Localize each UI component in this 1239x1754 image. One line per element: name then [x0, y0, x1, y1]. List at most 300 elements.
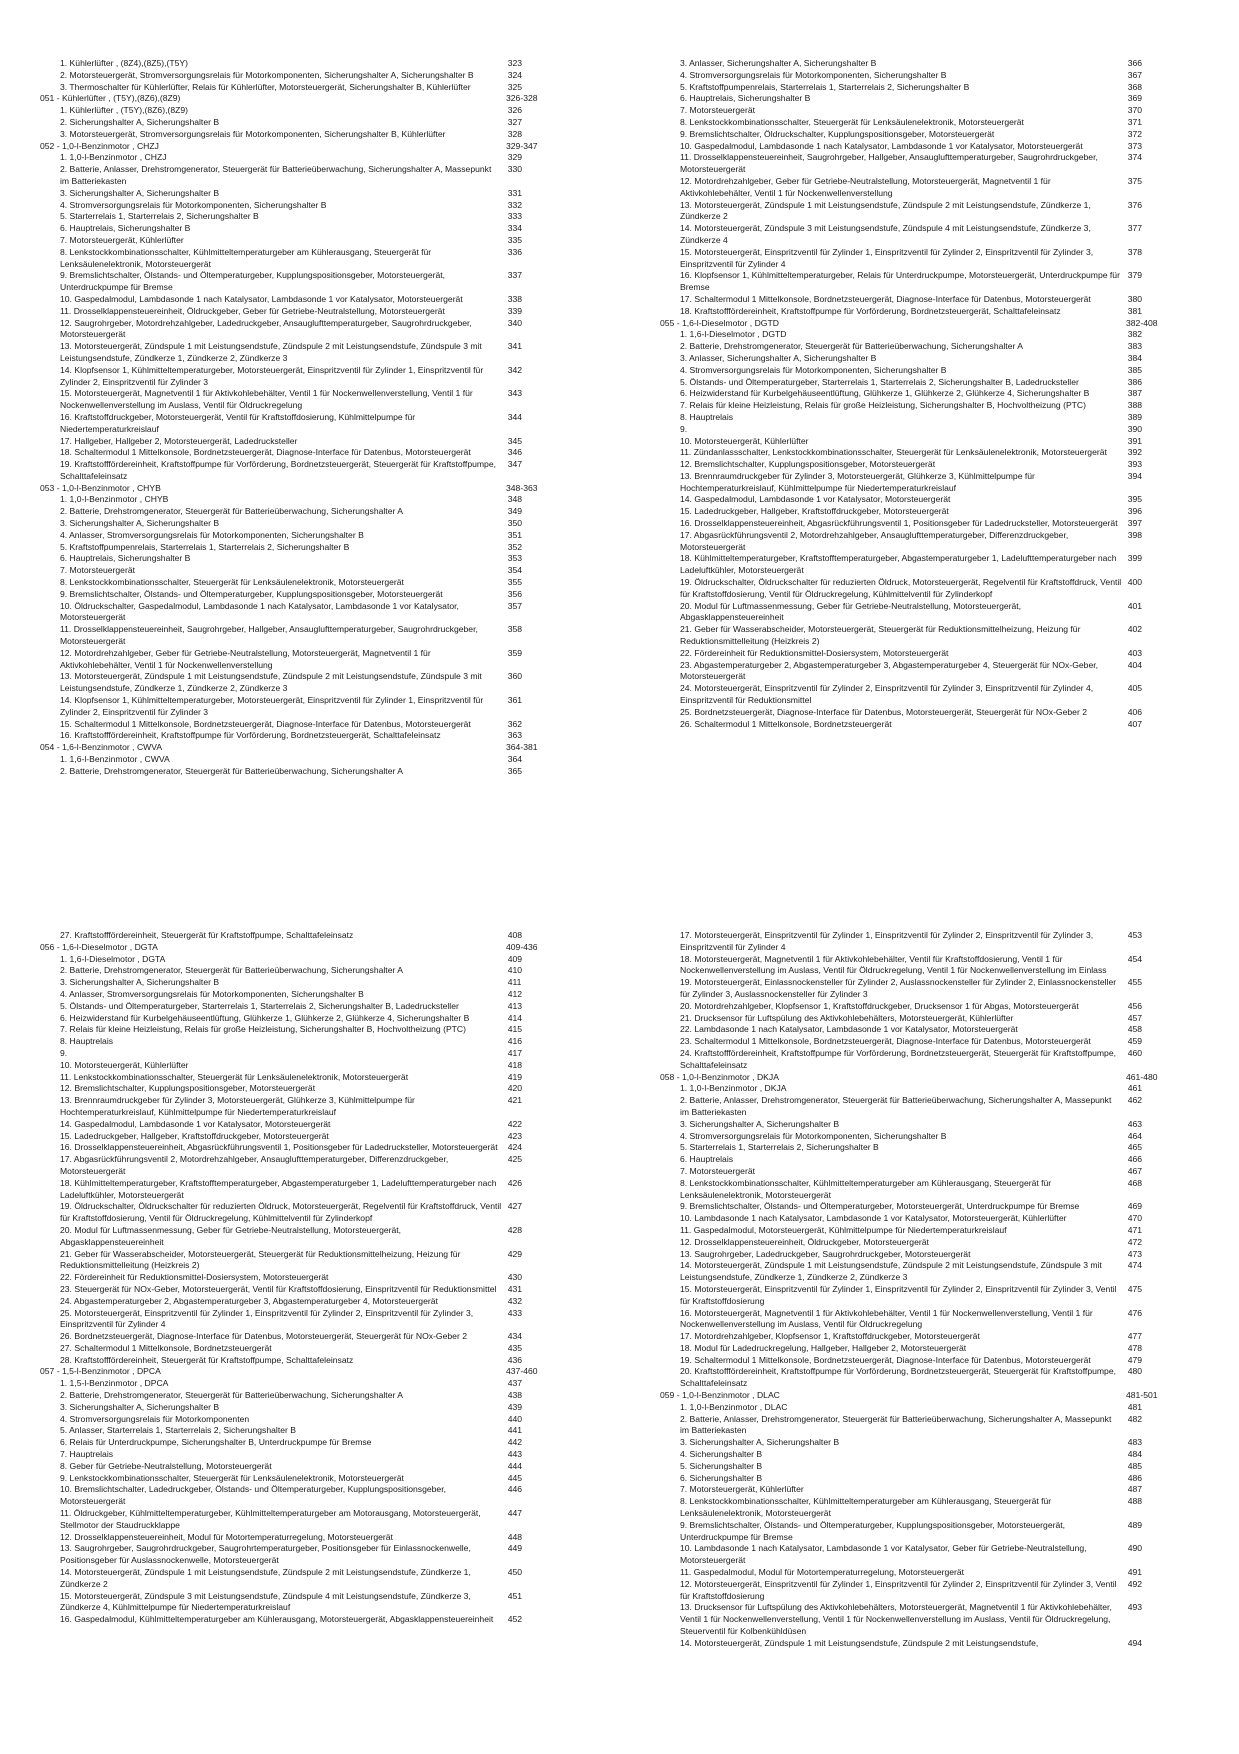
- toc-entry-text: 059 - 1,0-l-Benzinmotor , DLAC: [660, 1390, 780, 1401]
- toc-entry-row: [660, 660, 1170, 684]
- toc-entry-row: [660, 1201, 1170, 1213]
- toc-entry-row: [40, 1296, 550, 1308]
- toc-page-number: 374: [1127, 152, 1143, 163]
- toc-page-number: 444: [507, 1460, 523, 1471]
- toc-page-number: 367: [1127, 69, 1143, 80]
- toc-entry-row: [40, 200, 550, 212]
- toc-section-row: [660, 318, 1170, 330]
- toc-page-number: 386: [1127, 376, 1143, 387]
- toc-entry-text: 12. Bremslichtschalter, Kupplungspositionsgeber, Motorsteuergerät: [60, 1083, 316, 1094]
- toc-entry-text: 1. 1,5-l-Benzinmotor , DPCA: [60, 1378, 169, 1389]
- toc-page-number: 382: [1127, 329, 1143, 340]
- toc-entry-row: [40, 223, 550, 235]
- toc-entry-text: 18. Kraftstofffördereinheit, Kraftstoffpumpe für Vorförderung, Bordnetzsteuergerät, Schalttafeleinsatz: [680, 305, 1061, 316]
- toc-entry-row: [660, 1579, 1170, 1603]
- toc-page-number: 474: [1127, 1260, 1143, 1271]
- toc-entry-text: 12. Motorsteuergerät, Einspritzventil für Zylinder 1, Einspritzventil für Zylinder 2, Einspritzventil für Zylinder 3, Ventil für Kraftstoffdosierung: [680, 1578, 1117, 1601]
- toc-page-number: 354: [507, 565, 523, 576]
- toc-page-number: 434: [507, 1331, 523, 1342]
- toc-entry-row: [40, 294, 550, 306]
- toc-page-number: 409: [507, 953, 523, 964]
- toc-page-number: 438: [507, 1390, 523, 1401]
- toc-entry-row: [660, 494, 1170, 506]
- toc-entry-text: 13. Motorsteuergerät, Zündspule 1 mit Leistungsendstufe, Zündspule 2 mit Leistungsendstufe, Zündspule 3 mit Leistungsendstufe, Zündkerze 1, Zündkerze 2, Zündkerze 3: [60, 341, 482, 363]
- toc-page-number: 406: [1127, 706, 1143, 717]
- toc-entry-row: [660, 1119, 1170, 1131]
- top-right-list: [660, 58, 1170, 730]
- toc-entry-row: [660, 306, 1170, 318]
- toc-entry-text: 8. Geber für Getriebe-Neutralstellung, Motorsteuergerät: [60, 1460, 272, 1471]
- toc-page-number: 455: [1127, 977, 1143, 988]
- toc-page-number: 326: [507, 105, 523, 116]
- toc-entry-row: [660, 1001, 1170, 1013]
- toc-entry-row: [40, 1119, 550, 1131]
- toc-page-number: 419: [507, 1071, 523, 1082]
- toc-page-number: 404: [1127, 659, 1143, 670]
- toc-entry-text: 4. Stromversorgungsrelais für Motorkomponenten, Sicherungshalter B: [680, 1130, 947, 1141]
- toc-page-number: 399: [1127, 553, 1143, 564]
- toc-entry-text: 7. Motorsteuergerät: [680, 1165, 755, 1176]
- toc-entry-text: 1. Kühlerlüfter , (T5Y),(8Z6),(8Z9): [60, 105, 188, 116]
- toc-page-number: 460: [1127, 1047, 1143, 1058]
- toc-entry-row: [660, 601, 1170, 625]
- toc-entry-text: 16. Kraftstoffdruckgeber, Motorsteuergerät, Ventil für Kraftstoffdosierung, Kühlmittelpumpe für Niedertemperaturkreislauf: [60, 411, 416, 434]
- toc-entry-text: 4. Stromversorgungsrelais für Motorkomponenten, Sicherungshalter B: [680, 364, 947, 375]
- toc-entry-row: [40, 1036, 550, 1048]
- toc-page-number: 370: [1127, 105, 1143, 116]
- toc-entry-text: 13. Brennraumdruckgeber für Zylinder 3, Motorsteuergerät, Glühkerze 3, Kühlmittelpumpe für Hochtemperaturkreislauf, Kühlmittelpumpe für Niedertemperaturkreislauf: [60, 1095, 415, 1117]
- toc-page-number: 369: [1127, 93, 1143, 104]
- toc-page-number: 470: [1127, 1213, 1143, 1224]
- toc-entry-row: [660, 1402, 1170, 1414]
- toc-page-number: 385: [1127, 364, 1143, 375]
- toc-entry-row: [40, 648, 550, 672]
- toc-entry-row: [660, 1343, 1170, 1355]
- toc-entry-text: 3. Sicherungshalter A, Sicherungshalter B: [60, 1401, 220, 1412]
- toc-page-number: 484: [1127, 1449, 1143, 1460]
- toc-entry-text: 18. Modul für Ladedruckregelung, Hallgeber, Hallgeber 2, Motorsteuergerät: [680, 1342, 967, 1353]
- toc-entry-text: 2. Batterie, Drehstromgenerator, Steuergerät für Batterieüberwachung, Sicherungshalter A: [60, 1390, 403, 1401]
- toc-page-number: 405: [1127, 683, 1143, 694]
- toc-entry-text: 7. Relais für kleine Heizleistung, Relais für große Heizleistung, Sicherungshalter B, Hochvoltheizung (PTC): [60, 1024, 467, 1035]
- toc-entry-text: 24. Motorsteuergerät, Einspritzventil für Zylinder 2, Einspritzventil für Zylinder 3, Einspritzventil für Zylinder 4, Einspritzventil für Reduktionsmittel: [680, 683, 1094, 706]
- toc-entry-row: [40, 1072, 550, 1084]
- toc-page-number: 486: [1127, 1472, 1143, 1483]
- toc-entry-text: 23. Schaltermodul 1 Mittelkonsole, Bordnetzsteuergerät, Diagnose-Interface für Datenbus, Motorsteuergerät: [680, 1036, 1091, 1047]
- toc-entry-text: 18. Kühlmitteltemperaturgeber, Kraftstofftemperaturgeber, Abgastemperaturgeber 1, Ladelufttemperaturgeber nach Ladeluftkühler, Motorsteuergerät: [680, 553, 1117, 576]
- toc-page-number: 368: [1127, 81, 1143, 92]
- toc-entry-row: [40, 117, 550, 129]
- toc-entry-text: 5. Ölstands- und Öltemperaturgeber, Starterrelais 1, Starterrelais 2, Sicherungshalter B, Ladedrucksteller: [60, 1000, 459, 1011]
- toc-page-number: 378: [1127, 246, 1143, 257]
- toc-entry-row: [40, 518, 550, 530]
- toc-entry-text: 9. Bremslichtschalter, Öldruckschalter, Kupplungspositionsgeber, Motorsteuergerät: [680, 128, 995, 139]
- toc-entry-text: 2. Batterie, Drehstromgenerator, Steuergerät für Batterieüberwachung, Sicherungshalter A: [60, 506, 403, 517]
- toc-page-number: 435: [507, 1342, 523, 1353]
- toc-page-number: 402: [1127, 624, 1143, 635]
- toc-page-number: 338: [507, 293, 523, 304]
- toc-entry-text: 18. Schaltermodul 1 Mittelkonsole, Bordnetzsteuergerät, Diagnose-Interface für Datenbus, Motorsteuergerät: [60, 447, 471, 458]
- toc-page-number: 348: [507, 494, 523, 505]
- toc-entry-row: [40, 542, 550, 554]
- toc-page-number: 388: [1127, 400, 1143, 411]
- toc-entry-text: 6. Sicherungshalter B: [680, 1472, 763, 1483]
- toc-entry-row: [40, 624, 550, 648]
- toc-entry-text: 6. Relais für Unterdruckpumpe, Sicherungshalter B, Unterdruckpumpe für Bremse: [60, 1437, 372, 1448]
- toc-entry-text: 17. Motorsteuergerät, Einspritzventil für Zylinder 1, Einspritzventil für Zylinder 2, Einspritzventil für Zylinder 3, Einspritzventil für Zylinder 4: [680, 930, 1094, 952]
- toc-entry-row: [660, 1178, 1170, 1202]
- toc-entry-row: [660, 1437, 1170, 1449]
- toc-page-number: 417: [507, 1047, 523, 1058]
- toc-entry-text: 19. Kraftstofffördereinheit, Kraftstoffpumpe für Vorförderung, Bordnetzsteuergerät, Steuergerät für Kraftstoffpumpe, Schalttafeleinsatz: [60, 459, 496, 481]
- toc-page-number: 467: [1127, 1165, 1143, 1176]
- toc-page-number: 437-460: [506, 1366, 538, 1377]
- toc-entry-text: 5. Ölstands- und Öltemperaturgeber, Starterrelais 1, Starterrelais 2, Sicherungshalter B, Ladedrucksteller: [680, 376, 1079, 387]
- toc-page-number: 492: [1127, 1578, 1143, 1589]
- toc-page-number: 365: [507, 765, 523, 776]
- toc-entry-row: [40, 1508, 550, 1532]
- toc-entry-row: [40, 506, 550, 518]
- toc-entry-text: 22. Fördereinheit für Reduktionsmittel-Dosiersystem, Motorsteuergerät: [680, 647, 949, 658]
- toc-page-number: 427: [507, 1201, 523, 1212]
- toc-entry-text: 16. Drosselklappensteuereinheit, Abgasrückführungsventil 1, Positionsgeber für Ladedrucksteller, Motorsteuergerät: [680, 518, 1118, 529]
- toc-entry-row: [40, 1543, 550, 1567]
- toc-entry-text: 12. Motordrehzahlgeber, Geber für Getriebe-Neutralstellung, Motorsteuergerät, Magnetventil 1 für Aktivkohlebehälter, Ventil 1 für Nockenwellenverstellung: [680, 175, 1051, 198]
- toc-entry-row: [40, 1437, 550, 1449]
- toc-entry-row: [660, 1036, 1170, 1048]
- toc-section-row: [660, 1072, 1170, 1084]
- toc-page-number: 328: [507, 128, 523, 139]
- toc-entry-text: 16. Motorsteuergerät, Magnetventil 1 für Aktivkohlebehälter, Ventil 1 für Nockenwellenverstellung, Ventil 1 für Nockenwellenverstellung im Auslass, Ventil für Öldruckregelung: [680, 1307, 1093, 1330]
- toc-entry-row: [40, 412, 550, 436]
- toc-entry-text: 1. 1,0-l-Benzinmotor , DLAC: [680, 1401, 788, 1412]
- toc-entry-row: [660, 294, 1170, 306]
- toc-entry-text: 17. Abgasrückführungsventil 2, Motordrehzahlgeber, Ansauglufttemperaturgeber, Differenzdruckgeber, Motorsteuergerät: [60, 1154, 449, 1176]
- toc-entry-row: [660, 1131, 1170, 1143]
- toc-page-number: 372: [1127, 128, 1143, 139]
- toc-page-number: 400: [1127, 577, 1143, 588]
- toc-entry-text: 25. Bordnetzsteuergerät, Diagnose-Interface für Datenbus, Motorsteuergerät, Steuergerät für NOx-Geber 2: [680, 706, 1087, 717]
- toc-entry-row: [660, 1083, 1170, 1095]
- toc-entry-row: [660, 518, 1170, 530]
- toc-entry-row: [660, 341, 1170, 353]
- toc-page-number: 391: [1127, 435, 1143, 446]
- toc-entry-text: 14. Gaspedalmodul, Lambdasonde 1 vor Katalysator, Motorsteuergerät: [680, 494, 951, 505]
- toc-entry-row: [40, 1048, 550, 1060]
- toc-entry-text: 23. Abgastemperaturgeber 2, Abgastemperaturgeber 3, Abgastemperaturgeber 4, Steuergerät für NOx-Geber, Motorsteuergerät: [680, 659, 1098, 682]
- toc-entry-row: [660, 577, 1170, 601]
- toc-page-number: 453: [1127, 930, 1143, 940]
- toc-page-number: 426: [507, 1177, 523, 1188]
- toc-entry-row: [660, 1154, 1170, 1166]
- toc-page-number: 361: [507, 695, 523, 706]
- toc-page-number: 445: [507, 1472, 523, 1483]
- toc-entry-text: 9.: [60, 1047, 68, 1058]
- toc-entry-row: [660, 1331, 1170, 1343]
- toc-page-number: 440: [507, 1413, 523, 1424]
- toc-entry-text: 14. Klopfsensor 1, Kühlmitteltemperaturgeber, Motorsteuergerät, Einspritzventil für Zylinder 1, Einspritzventil für Zylinder 2, Einspritzventil für Zylinder 3: [60, 364, 484, 387]
- toc-page-number: 473: [1127, 1248, 1143, 1259]
- toc-entry-text: 3. Anlasser, Sicherungshalter A, Sicherungshalter B: [680, 58, 877, 68]
- toc-page-number: 331: [507, 187, 523, 198]
- toc-entry-text: 17. Hallgeber, Hallgeber 2, Motorsteuergerät, Ladedrucksteller: [60, 435, 298, 446]
- toc-entry-row: [660, 719, 1170, 731]
- toc-entry-row: [660, 1048, 1170, 1072]
- toc-entry-row: [40, 1343, 550, 1355]
- toc-entry-text: 2. Batterie, Drehstromgenerator, Steuergerät für Batterieüberwachung, Sicherungshalter A: [680, 341, 1023, 352]
- toc-entry-row: [660, 1414, 1170, 1438]
- toc-entry-row: [40, 1308, 550, 1332]
- toc-page-number: 382-408: [1126, 317, 1158, 328]
- toc-entry-text: 15. Motorsteuergerät, Einspritzventil für Zylinder 1, Einspritzventil für Zylinder 2, Einspritzventil für Zylinder 3, Einspritzventil für Zylinder 4: [680, 246, 1094, 269]
- toc-page-number: 379: [1127, 270, 1143, 281]
- toc-page-number: 491: [1127, 1567, 1143, 1578]
- toc-entry-text: 19. Motorsteuergerät, Einlassnockensteller für Zylinder 2, Auslassnockensteller für Zylinder 2, Einlassnockensteller für Zylinder 3, Auslassnockensteller für Zylinder 3: [680, 977, 1117, 999]
- toc-entry-text: 056 - 1,6-l-Dieselmotor , DGTA: [40, 941, 158, 952]
- toc-page-number: 398: [1127, 529, 1143, 540]
- toc-page-number: 346: [507, 447, 523, 458]
- toc-entry-row: [40, 247, 550, 271]
- toc-entry-row: [40, 1461, 550, 1473]
- toc-entry-text: 8. Hauptrelais: [60, 1036, 114, 1047]
- toc-page-number: 356: [507, 588, 523, 599]
- toc-entry-text: 14. Motorsteuergerät, Zündspule 3 mit Leistungsendstufe, Zündspule 4 mit Leistungsendstufe, Zündkerze 3, Zündkerze 4: [680, 223, 1091, 245]
- toc-section-row: [40, 141, 550, 153]
- toc-page-number: 433: [507, 1307, 523, 1318]
- toc-entry-row: [40, 671, 550, 695]
- toc-page-number: 358: [507, 624, 523, 635]
- toc-entry-text: 13. Brennraumdruckgeber für Zylinder 3, Motorsteuergerät, Glühkerze 3, Kühlmittelpumpe für Hochtemperaturkreislauf, Kühlmittelpumpe für Niedertemperaturkreislauf: [680, 470, 1035, 493]
- toc-entry-text: 11. Zündanlassschalter, Lenkstockkombinationsschalter, Steuergerät für Lenksäulenelektronik, Motorsteuergerät: [680, 447, 1107, 458]
- toc-entry-text: 22. Fördereinheit für Reduktionsmittel-Dosiersystem, Motorsteuergerät: [60, 1272, 329, 1283]
- toc-entry-row: [40, 58, 550, 70]
- toc-page-number: 363: [507, 730, 523, 741]
- toc-entry-text: 7. Hauptrelais: [60, 1449, 114, 1460]
- toc-entry-text: 1. 1,0-l-Benzinmotor , CHZJ: [60, 152, 167, 163]
- toc-entry-text: 8. Hauptrelais: [680, 411, 734, 422]
- toc-entry-row: [660, 1638, 1170, 1650]
- toc-page-number: 472: [1127, 1236, 1143, 1247]
- toc-entry-text: 19. Öldruckschalter, Öldruckschalter für reduzierten Öldruck, Motorsteuergerät, Regelventil für Kraftstoffdruck, Ventil für Kraftstoffdosierung, Ventil für Öldruckregelung, Kühlmittelventil für Zylinderkopf: [680, 577, 1122, 599]
- toc-entry-text: 1. 1,6-l-Benzinmotor , CWVA: [60, 754, 170, 765]
- toc-entry-text: 4. Anlasser, Stromversorgungsrelais für Motorkomponenten, Sicherungshalter B: [60, 988, 364, 999]
- toc-entry-text: 1. 1,0-l-Benzinmotor , DKJA: [680, 1083, 787, 1094]
- toc-page-number: 375: [1127, 175, 1143, 186]
- toc-page-number: 337: [507, 270, 523, 281]
- toc-page-number: 353: [507, 553, 523, 564]
- toc-entry-row: [40, 270, 550, 294]
- toc-entry-row: [40, 1614, 550, 1626]
- toc-page-number: 483: [1127, 1437, 1143, 1448]
- toc-entry-text: 2. Batterie, Anlasser, Drehstromgenerator, Steuergerät für Batterieüberwachung, Sicherungshalter A, Massepunkt im Batteriekasten: [60, 164, 492, 186]
- toc-page-number: 476: [1127, 1307, 1143, 1318]
- toc-entry-text: 13. Drucksensor für Luftspülung des Aktivkohlebehälters, Motorsteuergerät, Magnetventil 1 für Aktivkohlebehälter, Ventil 1 für Nockenwellenverstellung, Ventil 1 für Nockenwellenverstellung im Auslass, Ventil für Öldruckregelung, Steuerventil für Kolbenkühldüsen: [680, 1602, 1112, 1637]
- toc-entry-row: [40, 565, 550, 577]
- toc-page-number: 424: [507, 1142, 523, 1153]
- toc-entry-row: [660, 977, 1170, 1001]
- toc-entry-row: [40, 695, 550, 719]
- toc-entry-text: 15. Schaltermodul 1 Mittelkonsole, Bordnetzsteuergerät, Diagnose-Interface für Datenbus, Motorsteuergerät: [60, 718, 471, 729]
- toc-entry-row: [40, 365, 550, 389]
- toc-entry-text: 15. Motorsteuergerät, Magnetventil 1 für Aktivkohlebehälter, Ventil 1 für Nockenwellenverstellung, Ventil 1 für Nockenwellenverstellung im Auslass, Ventil für Öldruckregelung: [60, 388, 473, 411]
- toc-entry-row: [40, 1425, 550, 1437]
- toc-entry-row: [660, 1284, 1170, 1308]
- toc-entry-text: 20. Modul für Luftmassenmessung, Geber für Getriebe-Neutralstellung, Motorsteuergerät, Abgasklappensteuereinheit: [60, 1224, 402, 1247]
- toc-entry-text: 27. Kraftstofffördereinheit, Steuergerät für Kraftstoffpumpe, Schalttafeleinsatz: [60, 930, 354, 940]
- toc-entry-text: 10. Motorsteuergerät, Kühlerlüfter: [60, 1059, 189, 1070]
- toc-entry-row: [660, 270, 1170, 294]
- toc-entry-row: [40, 70, 550, 82]
- toc-section-row: [40, 1366, 550, 1378]
- toc-entry-text: 3. Sicherungshalter A, Sicherungshalter B: [680, 1118, 840, 1129]
- toc-section-row: [660, 1390, 1170, 1402]
- toc-page-number: 422: [507, 1118, 523, 1129]
- toc-entry-text: 8. Lenkstockkombinationsschalter, Kühlmitteltemperaturgeber am Kühlerausgang, Steuergerät für Lenksäulenelektronik, Motorsteuergerät: [680, 1496, 1052, 1519]
- toc-entry-row: [660, 412, 1170, 424]
- toc-entry-row: [660, 1095, 1170, 1119]
- toc-page-number: 351: [507, 529, 523, 540]
- toc-entry-row: [40, 341, 550, 365]
- toc-entry-text: 26. Bordnetzsteuergerät, Diagnose-Interface für Datenbus, Motorsteuergerät, Steuergerät für NOx-Geber 2: [60, 1331, 467, 1342]
- toc-entry-row: [660, 141, 1170, 153]
- toc-entry-text: 055 - 1,6-l-Dieselmotor , DGTD: [660, 317, 779, 328]
- toc-page-number: 339: [507, 305, 523, 316]
- toc-entry-row: [660, 1260, 1170, 1284]
- toc-page-number: 394: [1127, 470, 1143, 481]
- toc-entry-text: 6. Hauptrelais, Sicherungshalter B: [680, 93, 811, 104]
- toc-entry-text: 3. Motorsteuergerät, Stromversorgungsrelais für Motorkomponenten, Sicherungshalter B, Kühlerlüfter: [60, 128, 446, 139]
- toc-entry-row: [660, 1237, 1170, 1249]
- toc-page-number: 384: [1127, 352, 1143, 363]
- toc-page-number: 336: [507, 246, 523, 257]
- toc-entry-text: 13. Motorsteuergerät, Zündspule 1 mit Leistungsendstufe, Zündspule 2 mit Leistungsendstufe, Zündkerze 1, Zündkerze 2: [680, 199, 1091, 222]
- toc-entry-text: 9. Bremslichtschalter, Ölstands- und Öltemperaturgeber, Motorsteuergerät, Unterdruckpumpe für Bremse: [680, 1201, 1080, 1212]
- toc-entry-row: [40, 152, 550, 164]
- toc-entry-row: [40, 989, 550, 1001]
- toc-entry-row: [40, 589, 550, 601]
- toc-entry-text: 8. Lenkstockkombinationsschalter, Kühlmitteltemperaturgeber am Kühlerausgang, Steuergerät für Lenksäulenelektronik, Motorsteuergerät: [60, 246, 432, 269]
- toc-page-number: 461: [1127, 1083, 1143, 1094]
- toc-entry-row: [660, 683, 1170, 707]
- toc-entry-text: 5. Starterrelais 1, Starterrelais 2, Sicherungshalter B: [680, 1142, 879, 1153]
- toc-entry-text: 15. Ladedruckgeber, Hallgeber, Kraftstoffdruckgeber, Motorsteuergerät: [680, 506, 949, 517]
- toc-entry-text: 7. Motorsteuergerät: [60, 565, 135, 576]
- toc-page-number: 390: [1127, 423, 1143, 434]
- toc-entry-row: [660, 471, 1170, 495]
- toc-entry-row: [40, 1402, 550, 1414]
- toc-entry-text: 18. Motorsteuergerät, Magnetventil 1 für Aktivkohlebehälter, Ventil für Kraftstoffdosierung, Ventil 1 für Nockenwellenverstellung im Auslass, Ventil für Öldruckregelung, Ventil 1 für Nockenwellenverstellung im Einlass: [680, 953, 1107, 976]
- toc-entry-text: 5. Starterrelais 1, Starterrelais 2, Sicherungshalter B: [60, 211, 259, 222]
- toc-entry-row: [660, 70, 1170, 82]
- toc-entry-row: [40, 965, 550, 977]
- toc-entry-text: 12. Drosselklappensteuereinheit, Modul für Motortemperaturregelung, Motorsteuergerät: [60, 1531, 393, 1542]
- toc-page-number: 359: [507, 647, 523, 658]
- toc-entry-row: [660, 1142, 1170, 1154]
- toc-entry-text: 11. Drosselklappensteuereinheit, Saugrohrgeber, Hallgeber, Ansauglufttemperaturgeber, Saugrohrdruckgeber, Motorsteuergerät: [60, 624, 478, 647]
- toc-page-number: 488: [1127, 1496, 1143, 1507]
- toc-entry-text: 13. Motorsteuergerät, Zündspule 1 mit Leistungsendstufe, Zündspule 2 mit Leistungsendstufe, Zündspule 3 mit Leistungsendstufe, Zündkerze 1, Zündkerze 2, Zündkerze 3: [60, 671, 482, 694]
- toc-entry-row: [660, 459, 1170, 471]
- toc-page-number: 449: [507, 1543, 523, 1554]
- toc-entry-text: 057 - 1,5-l-Benzinmotor , DPCA: [40, 1366, 161, 1377]
- toc-page-number: 389: [1127, 411, 1143, 422]
- toc-entry-text: 12. Saugrohrgeber, Motordrehzahlgeber, Ladedruckgeber, Ansauglufttemperaturgeber, Saugrohrdruckgeber, Motorsteuergerät: [60, 317, 472, 340]
- toc-entry-text: 11. Drosselklappensteuereinheit, Saugrohrgeber, Hallgeber, Ansauglufttemperaturgeber, Saugrohrdruckgeber, Motorsteuergerät: [680, 152, 1098, 175]
- toc-entry-text: 12. Drosselklappensteuereinheit, Öldruckgeber, Motorsteuergerät: [680, 1236, 929, 1247]
- toc-page-number: 340: [507, 317, 523, 328]
- toc-entry-text: 20. Modul für Luftmassenmessung, Geber für Getriebe-Neutralstellung, Motorsteuergerät, Abgasklappensteuereinheit: [680, 600, 1022, 623]
- toc-page-number: 408: [507, 930, 523, 940]
- toc-page-number: 345: [507, 435, 523, 446]
- toc-page-number: 335: [507, 234, 523, 245]
- toc-entry-row: [40, 188, 550, 200]
- toc-entry-row: [40, 1272, 550, 1284]
- toc-entry-text: 3. Sicherungshalter A, Sicherungshalter B: [680, 1437, 840, 1448]
- toc-entry-row: [40, 1414, 550, 1426]
- top-left-clip: [0, 58, 620, 834]
- toc-entry-text: 2. Batterie, Drehstromgenerator, Steuergerät für Batterieüberwachung, Sicherungshalter A: [60, 765, 403, 776]
- toc-entry-row: [40, 553, 550, 565]
- toc-entry-row: [40, 164, 550, 188]
- toc-entry-text: 10. Lambdasonde 1 nach Katalysator, Lambdasonde 1 vor Katalysator, Geber für Getriebe-Neutralstellung, Motorsteuergerät: [680, 1543, 1087, 1566]
- toc-page-number: 468: [1127, 1177, 1143, 1188]
- toc-page-number: 349: [507, 506, 523, 517]
- toc-entry-text: 058 - 1,0-l-Benzinmotor , DKJA: [660, 1071, 779, 1082]
- toc-entry-text: 20. Motordrehzahlgeber, Klopfsensor 1, Kraftstoffdruckgeber, Drucksensor 1 für Abgas, Motorsteuergerät: [680, 1000, 1079, 1011]
- toc-entry-text: 26. Schaltermodul 1 Mittelkonsole, Bordnetzsteuergerät: [680, 718, 892, 729]
- toc-entry-row: [660, 365, 1170, 377]
- toc-page-number: 381: [1127, 305, 1143, 316]
- toc-page-number: 485: [1127, 1460, 1143, 1471]
- toc-entry-text: 11. Gaspedalmodul, Modul für Motortemperaturregelung, Motorsteuergerät: [680, 1567, 965, 1578]
- toc-entry-row: [40, 1567, 550, 1591]
- toc-entry-row: [660, 82, 1170, 94]
- toc-page-number: 413: [507, 1000, 523, 1011]
- toc-entry-text: 5. Kraftstoffpumpenrelais, Starterrelais 1, Starterrelais 2, Sicherungshalter B: [60, 541, 350, 552]
- toc-entry-text: 17. Schaltermodul 1 Mittelkonsole, Bordnetzsteuergerät, Diagnose-Interface für Datenbus, Motorsteuergerät: [680, 293, 1091, 304]
- toc-page-number: 458: [1127, 1024, 1143, 1035]
- toc-entry-row: [660, 1355, 1170, 1367]
- toc-page-number: 475: [1127, 1283, 1143, 1294]
- toc-entry-row: [40, 1591, 550, 1615]
- toc-section-row: [40, 93, 550, 105]
- toc-entry-row: [40, 318, 550, 342]
- toc-page-number: 487: [1127, 1484, 1143, 1495]
- toc-page-number: 469: [1127, 1201, 1143, 1212]
- toc-page-number: 436: [507, 1354, 523, 1365]
- toc-entry-row: [40, 1449, 550, 1461]
- toc-page-number: 481-501: [1126, 1390, 1158, 1401]
- toc-page-number: 462: [1127, 1095, 1143, 1106]
- toc-page-number: 387: [1127, 388, 1143, 399]
- toc-entry-text: 2. Batterie, Anlasser, Drehstromgenerator, Steuergerät für Batterieüberwachung, Sicherungshalter A, Massepunkt im Batteriekasten: [680, 1095, 1112, 1117]
- toc-page-number: 464: [1127, 1130, 1143, 1141]
- toc-entry-row: [660, 1225, 1170, 1237]
- toc-entry-text: 7. Relais für kleine Heizleistung, Relais für große Heizleistung, Sicherungshalter B, Hochvoltheizung (PTC): [680, 400, 1087, 411]
- toc-page-number: 414: [507, 1012, 523, 1023]
- toc-page-number: 431: [507, 1283, 523, 1294]
- toc-entry-text: 13. Saugrohrgeber, Ladedruckgeber, Saugrohrdruckgeber, Motorsteuergerät: [680, 1248, 971, 1259]
- toc-page-number: 343: [507, 388, 523, 399]
- toc-entry-row: [660, 447, 1170, 459]
- toc-entry-text: 21. Geber für Wasserabscheider, Motorsteuergerät, Steuergerät für Reduktionsmittelheizung, Heizung für Reduktionsmittelleitung (Heizkreis 2): [680, 624, 1081, 647]
- toc-entry-row: [660, 129, 1170, 141]
- toc-entry-text: 24. Abgastemperaturgeber 2, Abgastemperaturgeber 3, Abgastemperaturgeber 4, Motorsteuergerät: [60, 1295, 438, 1306]
- toc-page-number: 409-436: [506, 941, 538, 952]
- toc-entry-text: 10. Gaspedalmodul, Lambdasonde 1 nach Katalysator, Lambdasonde 1 vor Katalysator, Motorsteuergerät: [680, 140, 1083, 151]
- toc-entry-text: 21. Drucksensor für Luftspülung des Aktivkohlebehälters, Motorsteuergerät, Kühlerlüfter: [680, 1012, 1014, 1023]
- toc-entry-text: 16. Klopfsensor 1, Kühlmitteltemperaturgeber, Relais für Unterdruckpumpe, Motorsteuergerät, Unterdruckpumpe für Bremse: [680, 270, 1120, 293]
